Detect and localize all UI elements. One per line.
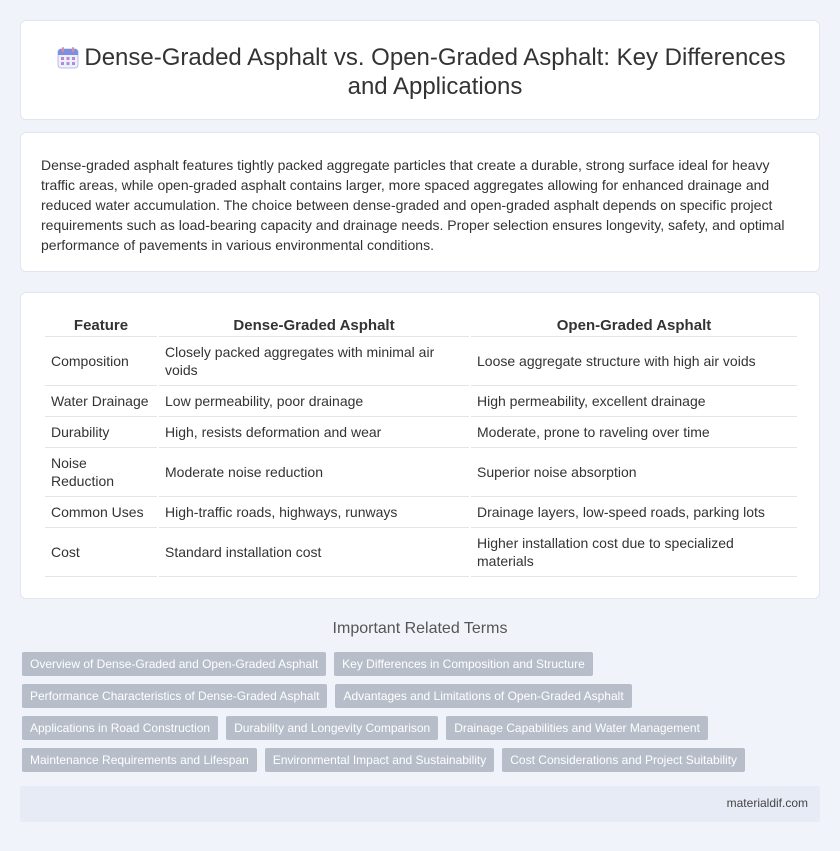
table-row <box>45 448 797 497</box>
header-open: Open-Graded Asphalt <box>471 313 797 337</box>
cell-dense: Low permeability, poor drainage <box>159 386 469 417</box>
comparison-table <box>43 313 799 577</box>
header-dense: Dense-Graded Asphalt <box>159 313 469 337</box>
cell-dense: Closely packed aggregates with minimal air voids <box>159 337 469 386</box>
related-term-tag[interactable]: Applications in Road Construction <box>22 716 218 740</box>
table-row <box>45 528 797 577</box>
intro-card <box>20 132 820 272</box>
related-term-tag[interactable]: Overview of Dense-Graded and Open-Graded Asphalt <box>22 652 326 676</box>
cell-dense: Standard installation cost <box>159 528 469 577</box>
related-terms-title: Important Related Terms <box>332 620 508 637</box>
intro-text: Dense-graded asphalt features tightly packed aggregate particles that create a durable, strong surface ideal for heavy traffic areas, while open-graded asphalt contains larger, more spaced aggregates allowing for enhanced drainage and reduced water accumulation. The choice between dense-graded and open-graded asphalt depends on specific project requirements such as load-bearing capacity and drainage needs. Proper selection ensures longevity, safety, and optimal performance of pavements in various environmental conditions. <box>41 157 785 253</box>
table-row <box>45 386 797 417</box>
cell-open: Loose aggregate structure with high air voids <box>471 337 797 386</box>
related-term-tag[interactable]: Performance Characteristics of Dense-Graded Asphalt <box>22 684 327 708</box>
table-row <box>45 337 797 386</box>
cell-feature: Common Uses <box>45 497 157 528</box>
table-row <box>45 417 797 448</box>
cell-open: Moderate, prone to raveling over time <box>471 417 797 448</box>
page-title: Dense-Graded Asphalt vs. Open-Graded Asphalt: Key Differences and Applications <box>84 44 786 100</box>
header-feature: Feature <box>45 313 157 337</box>
related-terms-list <box>22 652 818 780</box>
cell-feature: Composition <box>45 337 157 386</box>
related-term-tag[interactable]: Cost Considerations and Project Suitability <box>502 748 745 772</box>
related-term-tag[interactable]: Maintenance Requirements and Lifespan <box>22 748 257 772</box>
cell-open: High permeability, excellent drainage <box>471 386 797 417</box>
cell-open: Higher installation cost due to specialized materials <box>471 528 797 577</box>
header-card <box>20 20 820 120</box>
cell-dense: Moderate noise reduction <box>159 448 469 497</box>
cell-dense: High-traffic roads, highways, runways <box>159 497 469 528</box>
footer-site[interactable]: materialdif.com <box>726 796 808 810</box>
related-term-tag[interactable]: Durability and Longevity Comparison <box>226 716 438 740</box>
cell-feature: Noise Reduction <box>45 448 157 497</box>
related-term-tag[interactable]: Drainage Capabilities and Water Management <box>446 716 708 740</box>
cell-open: Superior noise absorption <box>471 448 797 497</box>
table-row <box>45 497 797 528</box>
related-term-tag[interactable]: Advantages and Limitations of Open-Graded Asphalt <box>335 684 631 708</box>
related-term-tag[interactable]: Key Differences in Composition and Structure <box>334 652 593 676</box>
cell-dense: High, resists deformation and wear <box>159 417 469 448</box>
cell-open: Drainage layers, low-speed roads, parking lots <box>471 497 797 528</box>
cell-feature: Water Drainage <box>45 386 157 417</box>
cell-feature: Cost <box>45 528 157 577</box>
comparison-card <box>20 292 820 599</box>
cell-feature: Durability <box>45 417 157 448</box>
related-term-tag[interactable]: Environmental Impact and Sustainability <box>265 748 494 772</box>
footer <box>20 786 820 822</box>
